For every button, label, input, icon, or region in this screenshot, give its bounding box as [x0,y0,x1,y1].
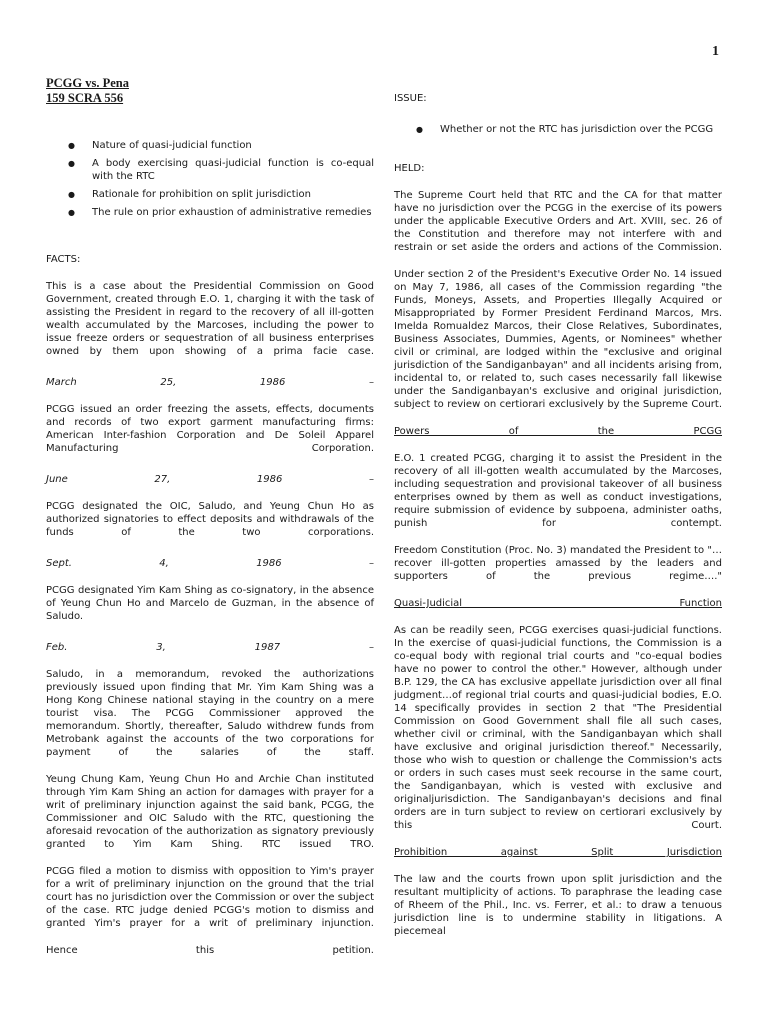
topic-item: ● A body exercising quasi-judicial function is co-equal with the RTC [46,157,374,183]
held-heading: HELD: [394,163,425,174]
facts-intro: This is a case about the Presidential Commission on Good Government, created through E.O. 1, charging it with the task of assisting the President in regard to the recovery of all ill-gotten wealth accumulated by the Marcoses, including the power to issue freeze orders or sequestration of all business enterprises owned by them upon showing of a prima facie case. [46,281,374,357]
event-march: PCGG issued an order freezing the assets, effects, documents and records of two export garment manufacturing firms: American Inter-fashion Corporation and De Soleil Apparel Manufacturing Corporation. [46,404,374,454]
facts-heading: FACTS: [46,254,81,265]
page-number: 1 [712,44,719,59]
held-para-2: Under section 2 of the President's Executive Order No. 14 issued on May 7, 1986, all cases of the Commission regarding "the Funds, Moneys, Assets, and Properties Illegally Acquired or Misappropriated by Former President Ferdinand Marcos, Mrs. Imelda Romualdez Marcos, their Close Relatives, Subordinates, Business Associates, Dummies, Agents, or Nominees" whether civil or criminal, are lodged within the "exclusive and original jurisdiction of the Sandiganbayan" and all incidents arising from, incidental to, or related to, such cases necessarily fall likewise under the Sandiganbayan's exclusive and original jurisdiction, subject to review on certiorari exclusively by the Supreme Court. [394,269,722,410]
split-jurisdiction-para: The law and the courts frown upon split jurisdiction and the resultant multiplicity of actions. To paraphrase the leading case of Rheem of the Phil., Inc. vs. Ferrer, et al.: to draw a tenuous jurisdiction line is to undermine stability in litigations. A piecemeal [394,874,722,937]
facts-action: Yeung Chung Kam, Yeung Chun Ho and Archie Chan instituted through Yim Kam Shing an action for damages with prayer for a writ of preliminary injunction against the said bank, PCGG, the Commissioner and OIC Saludo with the RTC, questioning the aforesaid revocation of the authorization as signatory previously granted to Yim Kam Shing. RTC issued TRO. [46,774,374,850]
issue-item: ● Whether or not the RTC has jurisdiction over the PCGG [394,123,722,136]
issue-heading: ISSUE: [394,93,427,104]
case-title: PCGG vs. Pena [46,76,129,90]
event-feb: Saludo, in a memorandum, revoked the authorizations previously issued upon finding that Mr. Yim Kam Shing was a Hong Kong Chinese national staying in the country on a mere tourist visa. The PCGG Commissioner approved the memorandum. Shortly, thereafter, Saludo withdrew funds from Metrobank against the accounts of the two corporations for payment of the salaries of the staff. [46,669,374,758]
powers-para-1: E.O. 1 created PCGG, charging it to assist the President in the recovery of all ill-gotten wealth accumulated by the Marcoses, including sequestration and provisional takeover of all business enterprises owned by them as well as conduct investigations, require submission of evidence by subpoena, administer oaths, punish for contempt. [394,453,722,529]
facts-motion: PCGG filed a motion to dismiss with opposition to Yim's prayer for a writ of preliminary injunction on the ground that the trial court has no jurisdiction over the Commission or over the subject of the case. RTC judge denied PCGG's motion to dismiss and granted Yim's prayer for a writ of preliminary injunction. [46,866,374,929]
quasi-judicial-heading: Quasi-Judicial Function [394,598,722,609]
left-column [46,72,374,957]
right-column [394,72,722,938]
powers-heading: Powers of the PCGG [394,426,722,437]
date-sept: Sept. 4, 1986 – [46,558,374,569]
date-feb: Feb. 3, 1987 – [46,642,374,653]
topic-item: ● Rationale for prohibition on split jurisdiction [46,188,374,201]
held-para-1: The Supreme Court held that RTC and the CA for that matter have no jurisdiction over the PCGG in the exercise of its powers under the applicable Executive Orders and Art. XVIII, sec. 26 of the Constitution and therefore may not interfere with and restrain or set aside the orders and actions of the Commission. [394,190,722,253]
event-sept: PCGG designated Yim Kam Shing as co-signatory, in the absence of Yeung Chun Ho and Marcelo de Guzman, in the absence of Saludo. [46,585,374,622]
quasi-judicial-para: As can be readily seen, PCGG exercises quasi-judicial functions. In the exercise of quasi-judicial functions, the Commission is a co-equal body with regional trial courts and "co-equal bodies have no power to control the other." However, although under B.P. 129, the CA has exclusive appellate jurisdiction over all final judgment…of regional trial courts and quasi-judicial bodies, E.O. 14 specifically provides in section 2 that "The Presidential Commission on Good Government shall file all such cases, whether civil or criminal, with the Sandiganbayan which shall have exclusive and original jurisdiction thereof." Necessarily, those who wish to question or challenge the Commission's acts or orders in such cases must seek recourse in the same court, the Sandiganbayan, which is vested with exclusive and originaljurisdiction. The Sandiganbayan's decisions and final orders are in turn subject to review on certiorari exclusively by this Court. [394,625,722,831]
topic-item: ● The rule on prior exhaustion of administrative remedies [46,206,374,219]
case-citation: 159 SCRA 556 [46,91,124,105]
date-june: June 27, 1986 – [46,474,374,485]
issue-list [394,123,722,136]
topics-list [46,139,374,219]
facts-hence: Hence this petition. [46,945,374,956]
topic-item: ● Nature of quasi-judicial function [46,139,374,152]
event-june: PCGG designated the OIC, Saludo, and Yeung Chun Ho as authorized signatories to effect deposits and withdrawals of the funds of the two corporations. [46,501,374,538]
date-march: March 25, 1986 – [46,377,374,388]
powers-para-2: Freedom Constitution (Proc. No. 3) mandated the President to "…recover ill-gotten properties amassed by the leaders and supporters of the previous regime…." [394,545,722,582]
split-jurisdiction-heading: Prohibition against Split Jurisdiction [394,847,722,858]
